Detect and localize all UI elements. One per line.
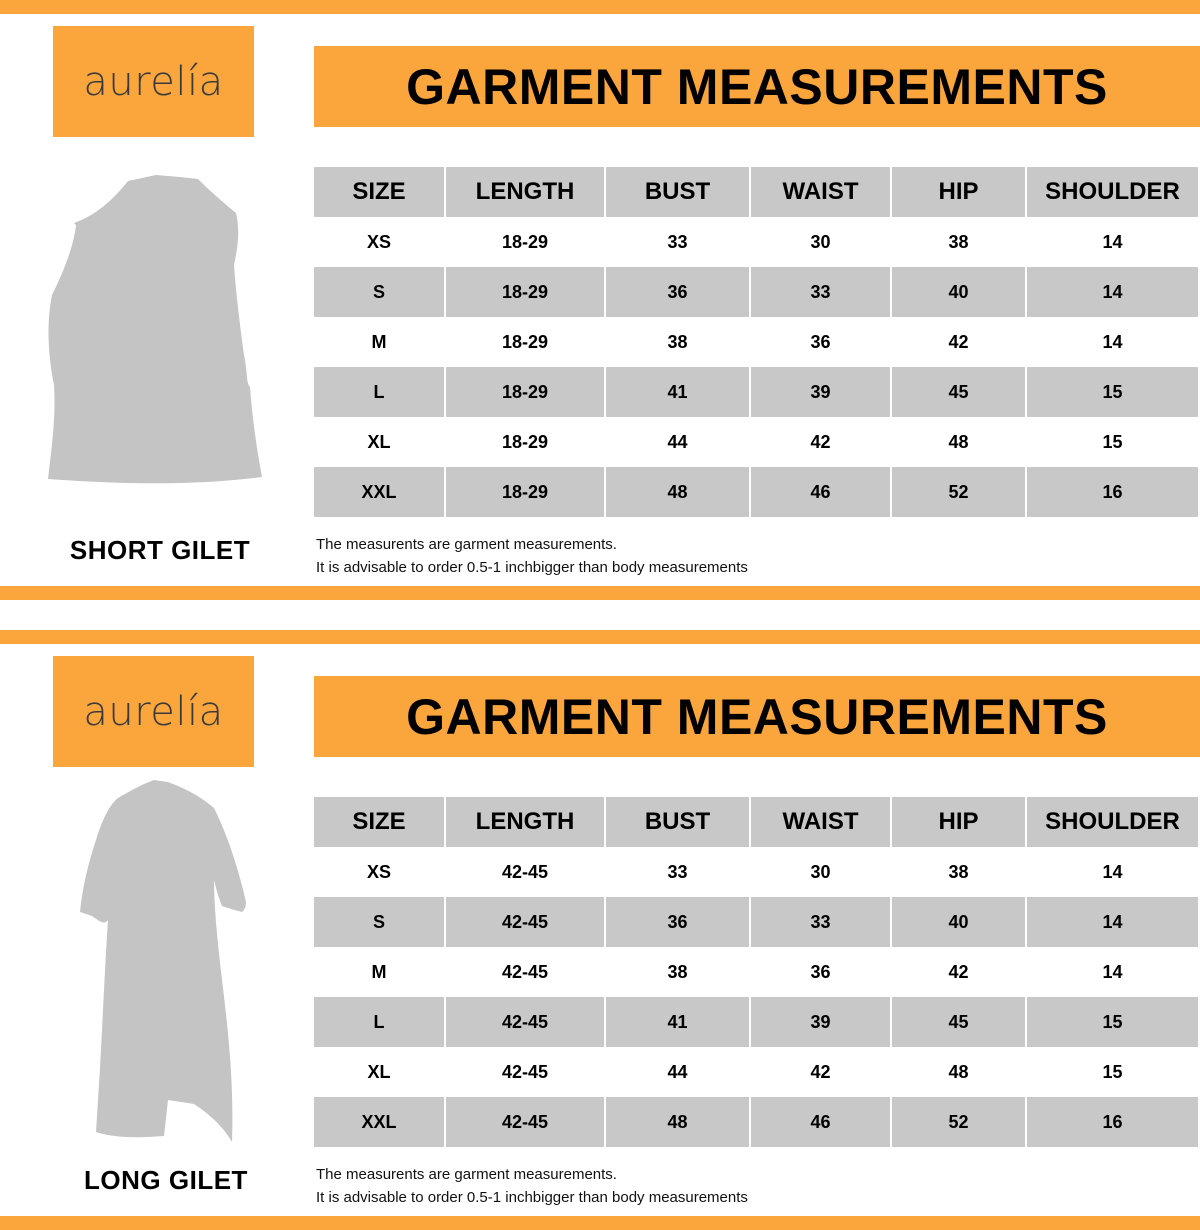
cell-size: L [314, 367, 444, 417]
page-title: GARMENT MEASUREMENTS [406, 58, 1108, 115]
cell-hip: 45 [892, 367, 1025, 417]
table-row [314, 417, 1198, 467]
table-row [314, 997, 1198, 1047]
cell-size: L [314, 997, 444, 1047]
column-header-shoulder: SHOULDER [1027, 797, 1198, 847]
cell-hip: 40 [892, 897, 1025, 947]
cell-size: XXL [314, 1097, 444, 1147]
brand-logo [53, 656, 254, 767]
cell-waist: 42 [810, 1061, 831, 1082]
cell-waist: 46 [751, 467, 890, 517]
cell-size: M [371, 331, 387, 352]
cell-bust: 44 [667, 1061, 688, 1082]
cell-size: XS [366, 861, 391, 882]
column-header-shoulder: SHOULDER [1027, 167, 1198, 217]
cell-shoulder: 15 [1027, 367, 1198, 417]
page-title-banner [314, 676, 1200, 757]
cell-hip: 48 [948, 1061, 969, 1082]
cell-hip: 38 [948, 231, 969, 252]
cell-waist: 46 [751, 1097, 890, 1147]
cell-bust: 36 [606, 267, 749, 317]
column-header-size: SIZE [314, 167, 444, 217]
note-line-1: The measurents are garment measurements. [316, 536, 617, 553]
measurement-note [316, 533, 748, 579]
cell-waist: 33 [751, 267, 890, 317]
size-table [312, 167, 1200, 517]
table-row [314, 1047, 1198, 1097]
table-row [314, 847, 1198, 897]
cell-size: XS [366, 231, 391, 252]
long-gilet-section [0, 630, 1200, 1230]
table-row [314, 317, 1198, 367]
cell-length: 42-45 [446, 897, 604, 947]
cell-waist: 30 [810, 861, 831, 882]
brand-logo [53, 26, 254, 137]
cell-shoulder: 14 [1102, 331, 1123, 352]
cell-hip: 52 [892, 467, 1025, 517]
table-row [314, 367, 1198, 417]
cell-size: S [314, 267, 444, 317]
cell-length: 18-29 [501, 331, 549, 352]
cell-size: XL [367, 1061, 391, 1082]
cell-shoulder: 15 [1102, 1061, 1123, 1082]
cell-waist: 39 [751, 997, 890, 1047]
note-line-1: The measurents are garment measurements. [316, 1166, 617, 1183]
table-header-row [314, 167, 1198, 217]
cell-shoulder: 15 [1102, 431, 1123, 452]
cell-shoulder: 16 [1027, 1097, 1198, 1147]
cell-waist: 30 [810, 231, 831, 252]
short-gilet-silhouette-icon [40, 175, 270, 485]
cell-hip: 52 [892, 1097, 1025, 1147]
note-line-2: It is advisable to order 0.5-1 inchbigger than body measurements [316, 1189, 748, 1206]
cell-bust: 44 [667, 431, 688, 452]
column-header-waist: WAIST [751, 167, 890, 217]
long-gilet-silhouette-icon [78, 780, 250, 1145]
cell-shoulder: 15 [1027, 997, 1198, 1047]
column-header-bust: BUST [606, 797, 749, 847]
cell-bust: 33 [667, 231, 688, 252]
cell-shoulder: 14 [1027, 267, 1198, 317]
column-header-hip: HIP [892, 167, 1025, 217]
cell-length: 42-45 [446, 1097, 604, 1147]
cell-waist: 33 [751, 897, 890, 947]
column-header-bust: BUST [606, 167, 749, 217]
cell-length: 42-45 [501, 961, 549, 982]
cell-hip: 42 [948, 961, 969, 982]
cell-bust: 41 [606, 367, 749, 417]
cell-bust: 48 [606, 467, 749, 517]
cell-bust: 33 [667, 861, 688, 882]
size-table [312, 797, 1200, 1147]
column-header-length: LENGTH [446, 797, 604, 847]
page-title: GARMENT MEASUREMENTS [406, 688, 1108, 745]
cell-waist: 39 [751, 367, 890, 417]
column-header-size: SIZE [314, 797, 444, 847]
table-header-row [314, 797, 1198, 847]
cell-waist: 36 [810, 961, 831, 982]
garment-label: SHORT GILET [69, 535, 251, 565]
cell-length: 18-29 [501, 231, 549, 252]
brand-logo-text: aurelía [83, 688, 224, 735]
cell-size: XL [367, 431, 391, 452]
table-row [314, 947, 1198, 997]
cell-length: 42-45 [501, 861, 549, 882]
cell-size: S [314, 897, 444, 947]
table-row [314, 897, 1198, 947]
page-title-banner [314, 46, 1200, 127]
cell-size: XXL [314, 467, 444, 517]
cell-length: 42-45 [446, 997, 604, 1047]
cell-bust: 41 [606, 997, 749, 1047]
cell-hip: 45 [892, 997, 1025, 1047]
table-row [314, 1097, 1198, 1147]
cell-hip: 38 [948, 861, 969, 882]
cell-hip: 42 [948, 331, 969, 352]
cell-bust: 48 [606, 1097, 749, 1147]
table-row [314, 467, 1198, 517]
cell-size: M [371, 961, 387, 982]
cell-length: 42-45 [501, 1061, 549, 1082]
cell-shoulder: 14 [1027, 897, 1198, 947]
cell-shoulder: 16 [1027, 467, 1198, 517]
garment-label: LONG GILET [84, 1165, 248, 1195]
cell-hip: 48 [948, 431, 969, 452]
cell-shoulder: 14 [1102, 231, 1123, 252]
cell-shoulder: 14 [1102, 861, 1123, 882]
cell-bust: 38 [667, 961, 688, 982]
cell-length: 18-29 [446, 467, 604, 517]
column-header-waist: WAIST [751, 797, 890, 847]
column-header-length: LENGTH [446, 167, 604, 217]
table-row [314, 217, 1198, 267]
cell-length: 18-29 [446, 267, 604, 317]
cell-bust: 36 [606, 897, 749, 947]
brand-logo-text: aurelía [83, 58, 224, 105]
cell-hip: 40 [892, 267, 1025, 317]
cell-length: 18-29 [446, 367, 604, 417]
column-header-hip: HIP [892, 797, 1025, 847]
cell-shoulder: 14 [1102, 961, 1123, 982]
note-line-2: It is advisable to order 0.5-1 inchbigger than body measurements [316, 559, 748, 576]
cell-waist: 36 [810, 331, 831, 352]
measurement-note [316, 1163, 748, 1209]
cell-length: 18-29 [501, 431, 549, 452]
table-row [314, 267, 1198, 317]
cell-bust: 38 [667, 331, 688, 352]
cell-waist: 42 [810, 431, 831, 452]
short-gilet-section [0, 0, 1200, 600]
